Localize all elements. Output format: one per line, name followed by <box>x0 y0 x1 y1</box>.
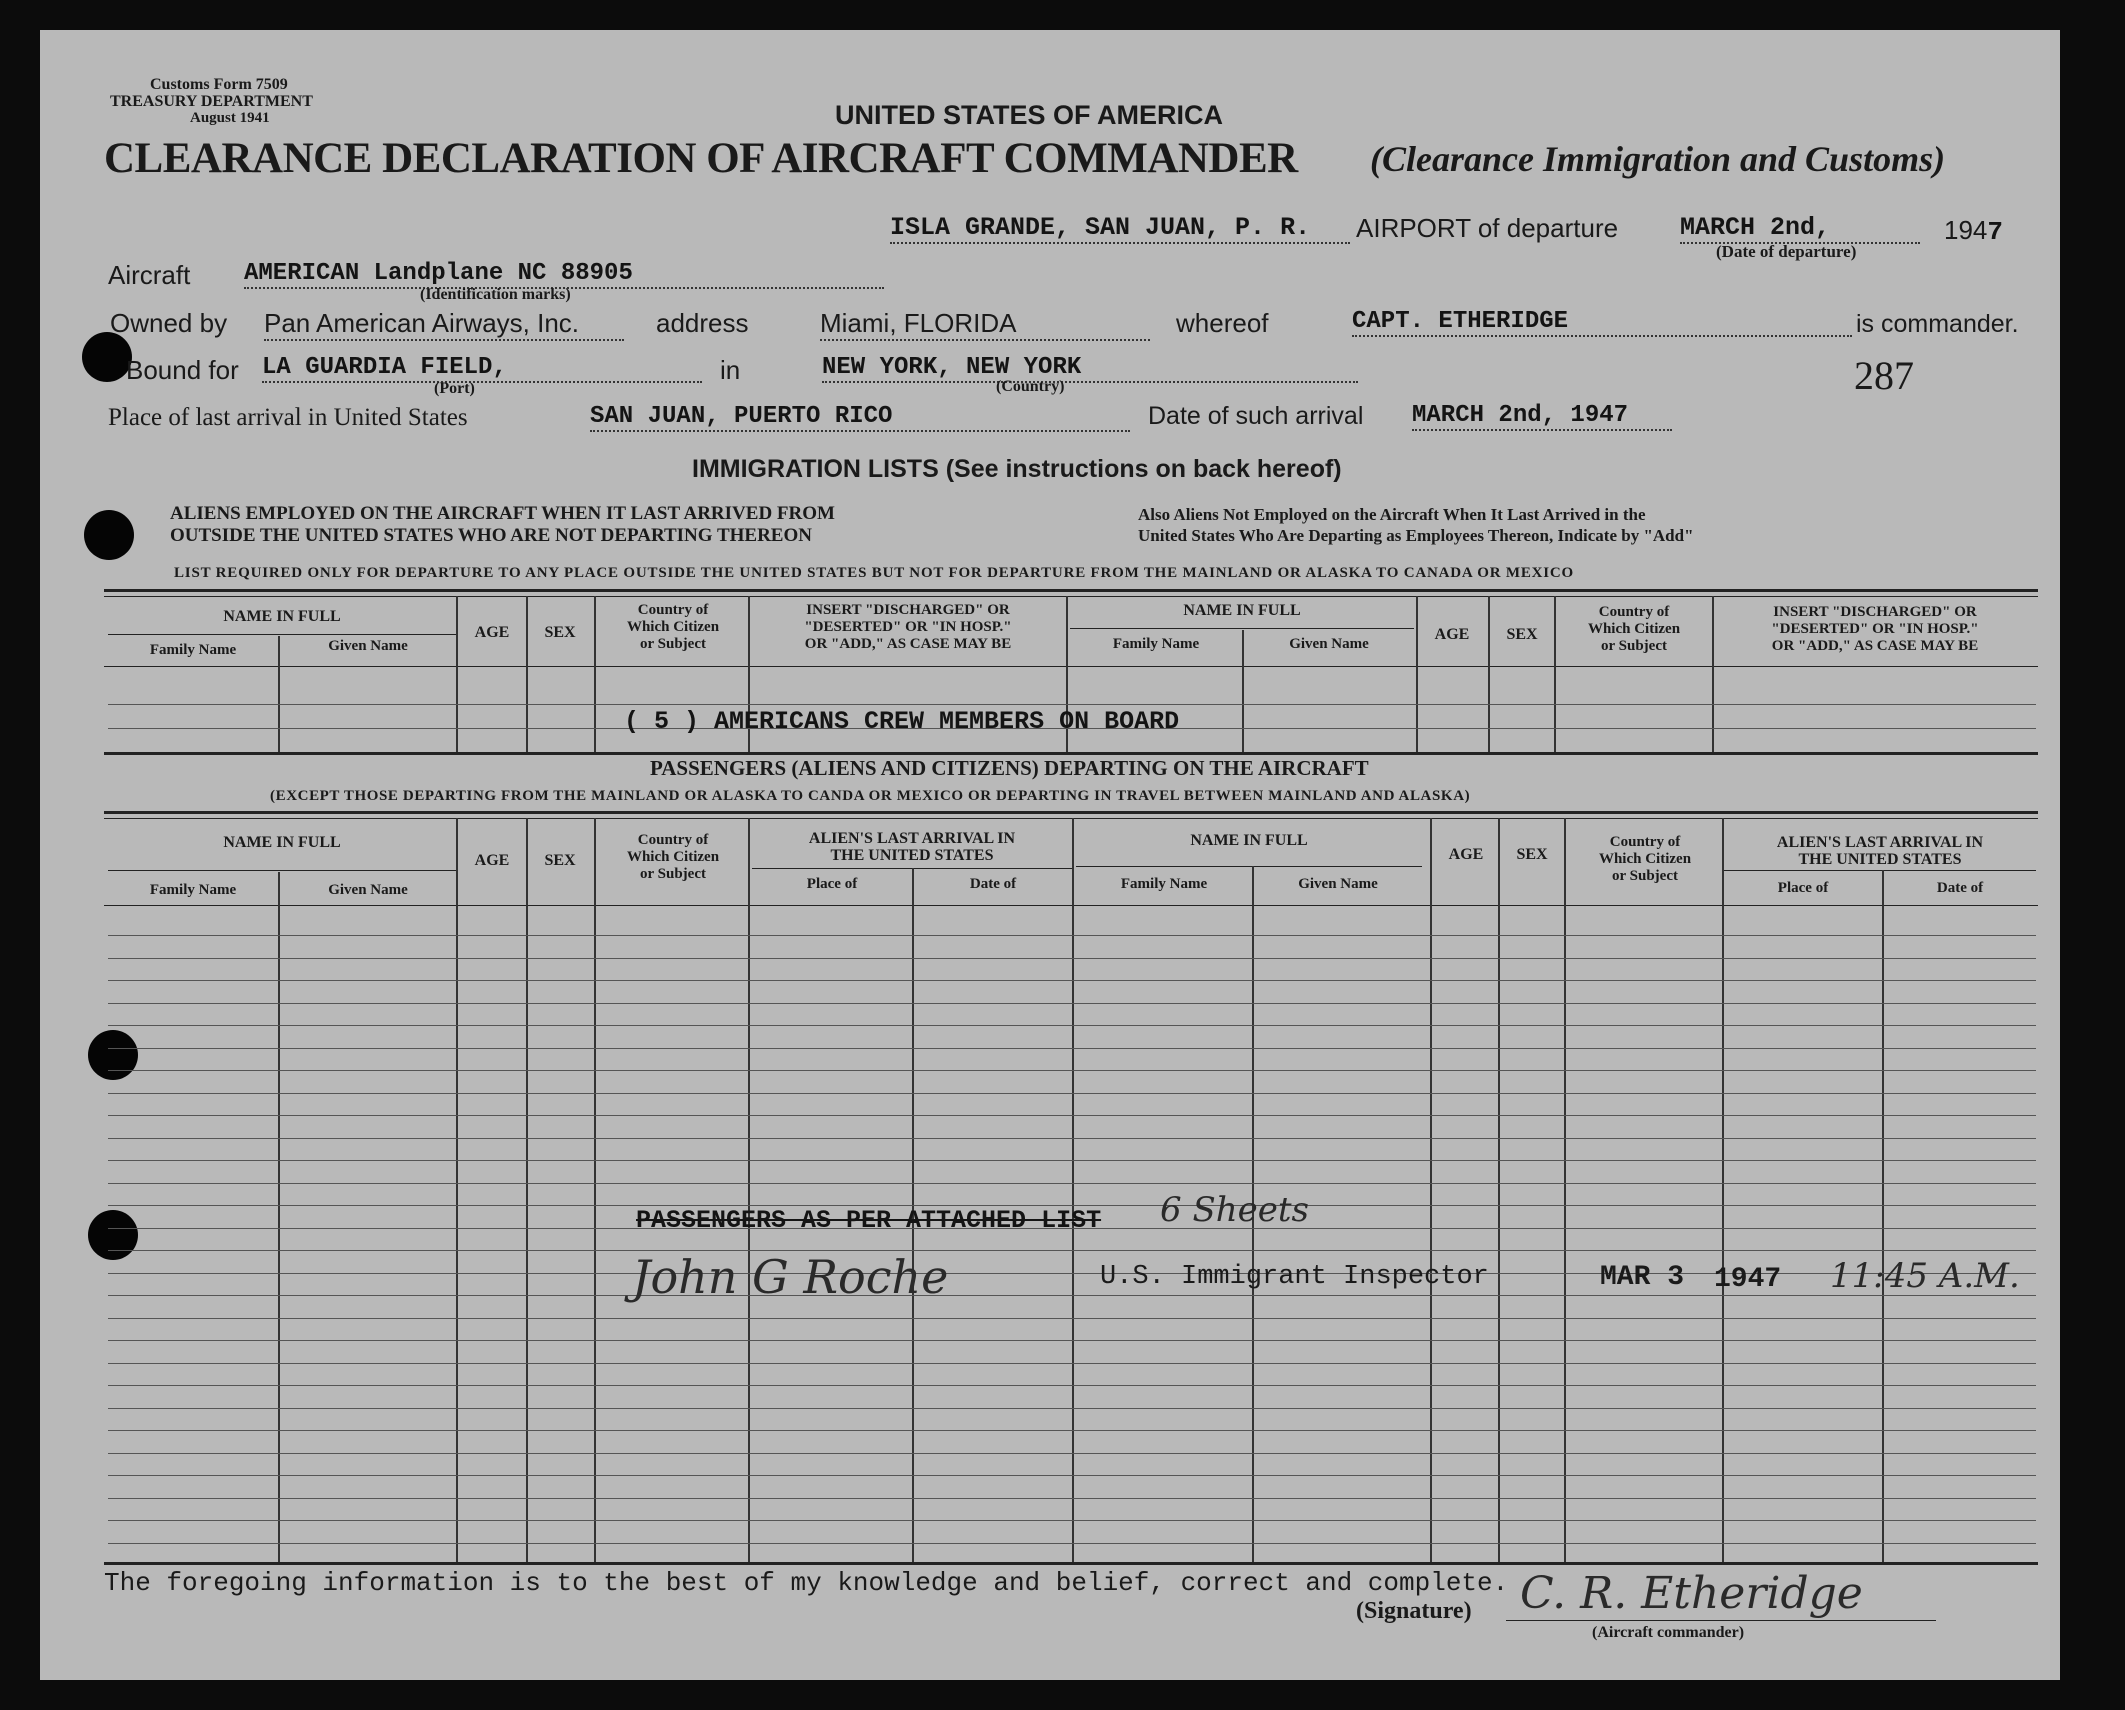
t2-country-col-right <box>1568 834 1722 885</box>
owned-by-label: Owned by <box>110 308 228 338</box>
aliens-employed-note-1: ALIENS EMPLOYED ON THE AIRCRAFT WHEN IT LAST ARRIVED FROM <box>170 503 835 524</box>
aliens-not-employed-note-1: Also Aliens Not Employed on the Aircraft When It Last Arrived in the <box>1138 505 1646 524</box>
t2-row-line <box>108 1475 2036 1476</box>
t2-row-line <box>108 1430 2036 1431</box>
t2-row-line <box>108 1340 2036 1341</box>
t2-arrival-line2-right: THE UNITED STATES <box>1798 851 1962 868</box>
t2-family-name: Family Name <box>149 882 237 898</box>
t1-country-line3-right: or Subject <box>1601 638 1667 654</box>
t2-country-line2: Which Citizen <box>626 849 720 865</box>
departure-date-caption: (Date of departure) <box>1716 242 1857 261</box>
departure-airport-value: ISLA GRANDE, SAN JUAN, P. R. <box>890 213 1350 244</box>
t2-row-line <box>108 1070 2036 1071</box>
t1-row-line <box>108 704 2036 705</box>
t1-name-in-full: NAME IN FULL <box>223 608 341 625</box>
t2-col-divider <box>456 818 458 1562</box>
immigration-heading <box>692 455 1342 484</box>
t1-country-col <box>598 602 748 653</box>
t2-row-line <box>108 1543 2036 1544</box>
t1-insert-line1: INSERT "DISCHARGED" OR <box>806 602 1010 618</box>
t2-country-line3: or Subject <box>640 866 706 882</box>
t1-insert-col-right <box>1714 604 2036 655</box>
t2-row-line <box>108 958 2036 959</box>
form-serial-number: 287 <box>1854 353 1914 398</box>
t1-country-line2-right: Which Citizen <box>1587 621 1681 637</box>
t1-family-name-right: Family Name <box>1112 636 1200 652</box>
t2-given-name-right: Given Name <box>1298 876 1378 892</box>
t2-row-line <box>108 1385 2036 1386</box>
t2-row-line <box>108 1093 2036 1094</box>
departure-year <box>1944 215 2003 247</box>
t1-header-rule <box>104 666 2038 667</box>
crew-entry: ( 5 ) AMERICANS CREW MEMBERS ON BOARD <box>624 707 1180 736</box>
t2-arrival-rule-right <box>1724 870 2036 871</box>
t1-given-name-right: Given Name <box>1289 636 1369 652</box>
t2-col-divider <box>526 818 528 1562</box>
aircraft-caption: (Identification marks) <box>420 286 571 303</box>
t1-family-name: Family Name <box>149 642 237 658</box>
stamp-year: 1947 <box>1714 1264 1782 1295</box>
t2-row-line <box>108 980 2036 981</box>
t2-row-line <box>108 935 2036 936</box>
t2-country-line1: Country of <box>637 832 709 848</box>
t1-given-name: Given Name <box>328 638 408 654</box>
address-value: Miami, FLORIDA <box>820 308 1150 341</box>
port-caption: (Port) <box>434 380 475 397</box>
whereof-label: whereof <box>1176 308 1269 338</box>
table1-top-rule <box>104 596 2038 597</box>
t2-row-line <box>108 1250 2036 1251</box>
departure-date-value: MARCH 2nd, <box>1680 213 1920 244</box>
t2-row-line <box>108 1498 2036 1499</box>
t2-col-divider <box>1430 818 1432 1562</box>
aircraft-value: AMERICAN Landplane NC 88905 <box>244 260 884 289</box>
t2-row-line <box>108 1048 2036 1049</box>
departure-airport-label: AIRPORT of departure <box>1356 213 1619 243</box>
t2-col-divider <box>1882 870 1884 1562</box>
table2-bottom-rule <box>104 1562 2038 1565</box>
t2-header-rule <box>104 905 2038 906</box>
t2-age-right: AGE <box>1448 846 1484 863</box>
t1-insert-line2-right: "DESERTED" OR "IN HOSP." <box>1771 621 1979 637</box>
t1-insert-line3-right: OR "ADD," AS CASE MAY BE <box>1771 638 1979 654</box>
t1-country-col-right <box>1556 604 1712 655</box>
signature-caption: (Aircraft commander) <box>1592 1624 1745 1641</box>
sheets-note: 6 Sheets <box>1160 1190 1309 1230</box>
last-arrival-label: Place of last arrival in United States <box>108 404 468 431</box>
last-arrival-place: SAN JUAN, PUERTO RICO <box>590 403 1130 432</box>
owner-value: Pan American Airways, Inc. <box>264 308 624 341</box>
t2-date-of-right: Date of <box>1936 880 1984 896</box>
t1-country-line2: Which Citizen <box>626 619 720 635</box>
table1-top-rule <box>104 589 2038 592</box>
inspector-title: U.S. Immigrant Inspector <box>1100 1262 1489 1292</box>
t1-insert-line2: "DESERTED" OR "IN HOSP." <box>804 619 1012 635</box>
t2-sex: SEX <box>544 852 576 869</box>
t2-row-line <box>108 1138 2036 1139</box>
t2-col-divider <box>278 872 280 1562</box>
year-suffix: 7 <box>1987 217 2003 247</box>
t1-sex-right: SEX <box>1506 626 1538 643</box>
country-heading: UNITED STATES OF AMERICA <box>835 100 1223 130</box>
commander-signature: C. R. Etheridge <box>1520 1568 1863 1619</box>
t2-name-rule-right <box>1076 866 1422 867</box>
t2-name-in-full-right: NAME IN FULL <box>1190 832 1308 849</box>
t1-name-rule-right <box>1070 628 1414 629</box>
passengers-note: (EXCEPT THOSE DEPARTING FROM THE MAINLAND OR ALASKA TO CANDA OR MEXICO OR DEPARTING IN TRAVEL BETWEEN MAINLAND AND ALASKA) <box>270 788 1471 804</box>
punch-hole <box>88 1210 138 1260</box>
t1-name-in-full-right: NAME IN FULL <box>1183 602 1301 619</box>
t1-insert-line1-right: INSERT "DISCHARGED" OR <box>1773 604 1977 620</box>
t2-row-line <box>108 1408 2036 1409</box>
t2-arrival-line1-right: ALIEN'S LAST ARRIVAL IN <box>1776 834 1984 851</box>
t2-sex-right: SEX <box>1516 846 1548 863</box>
t2-country-line2-right: Which Citizen <box>1598 851 1692 867</box>
t2-age: AGE <box>474 852 510 869</box>
stamp-time: 11:45 A.M. <box>1830 1256 2020 1296</box>
signature-line <box>1506 1620 1936 1621</box>
bound-in-label: in <box>720 355 741 385</box>
t2-row-line <box>108 1520 2036 1521</box>
t2-family-name-right: Family Name <box>1120 876 1208 892</box>
t2-given-name: Given Name <box>328 882 408 898</box>
t2-name-in-full: NAME IN FULL <box>223 834 341 851</box>
aliens-employed-note-2: OUTSIDE THE UNITED STATES WHO ARE NOT DEPARTING THEREON <box>170 525 812 546</box>
bound-for-label: Bound for <box>126 355 239 385</box>
t2-row-line <box>108 1183 2036 1184</box>
department: TREASURY DEPARTMENT <box>110 93 313 110</box>
address-label: address <box>656 308 749 338</box>
punch-hole <box>88 1030 138 1080</box>
t1-country-line1: Country of <box>637 602 709 618</box>
commander-label: is commander. <box>1856 310 2019 338</box>
t2-col-divider <box>1072 818 1074 1562</box>
t1-insert-line3: OR "ADD," AS CASE MAY BE <box>804 636 1012 652</box>
t2-country-line3-right: or Subject <box>1612 868 1678 884</box>
t2-row-line <box>108 1363 2036 1364</box>
t2-name-rule <box>108 870 456 871</box>
bound-country-value: NEW YORK, NEW YORK <box>822 354 1358 383</box>
t2-country-line1-right: Country of <box>1609 834 1681 850</box>
immigration-heading-text: IMMIGRATION LISTS <box>692 455 939 483</box>
form-number: Customs Form 7509 <box>150 76 288 93</box>
t2-col-divider <box>1498 818 1500 1562</box>
declaration-text: The foregoing information is to the best of my knowledge and belief, correct and complete. <box>104 1568 1509 1598</box>
t2-date-of: Date of <box>969 876 1017 892</box>
t2-arrival-line2: THE UNITED STATES <box>830 847 994 864</box>
t1-sex: SEX <box>544 624 576 641</box>
t2-country-col <box>598 832 748 883</box>
list-requirement: LIST REQUIRED ONLY FOR DEPARTURE TO ANY PLACE OUTSIDE THE UNITED STATES BUT NOT FOR DEPARTURE FROM THE MAINLAND OR ALASKA TO CANADA OR MEXICO <box>174 565 1575 581</box>
t2-row-line <box>108 1295 2036 1296</box>
t2-row-line <box>108 1453 2036 1454</box>
t2-col-divider <box>594 818 596 1562</box>
t2-col-divider <box>1564 818 1566 1562</box>
t1-col-divider <box>278 636 280 752</box>
immigration-heading-note: (See instructions on back hereof) <box>945 455 1342 483</box>
t1-age-right: AGE <box>1434 626 1470 643</box>
t1-country-line1-right: Country of <box>1598 604 1670 620</box>
t2-place-of: Place of <box>806 876 858 892</box>
bound-port-value: LA GUARDIA FIELD, <box>262 354 702 383</box>
arrival-date-value: MARCH 2nd, 1947 <box>1412 402 1672 431</box>
passengers-entry: PASSENGERS AS PER ATTACHED LIST <box>636 1206 1102 1235</box>
aircraft-label: Aircraft <box>108 260 191 290</box>
year-prefix: 194 <box>1944 215 1988 245</box>
t2-arrival-line1: ALIEN'S LAST ARRIVAL IN <box>808 830 1016 847</box>
t2-arrival-col-right <box>1724 834 2036 868</box>
t2-col-divider <box>748 818 750 1562</box>
inspector-signature: John G Roche <box>632 1250 949 1304</box>
t1-age: AGE <box>474 624 510 641</box>
aliens-not-employed-note-2: United States Who Are Departing as Employees Thereon, Indicate by "Add" <box>1138 526 1694 545</box>
t1-name-rule <box>108 634 456 635</box>
t2-arrival-col <box>752 830 1072 864</box>
t2-row-line <box>108 1160 2036 1161</box>
page-subtitle: (Clearance Immigration and Customs) <box>1370 139 1946 179</box>
t2-col-divider <box>1722 818 1724 1562</box>
table1-bottom-rule <box>104 752 2038 755</box>
commander-value: CAPT. ETHERIDGE <box>1352 308 1852 337</box>
table2-top-rule <box>104 811 2038 814</box>
form-date: August 1941 <box>190 110 270 126</box>
t1-col-divider <box>1242 630 1244 752</box>
punch-hole <box>82 332 132 382</box>
t1-country-line3: or Subject <box>640 636 706 652</box>
punch-hole <box>84 510 134 560</box>
passengers-heading: PASSENGERS (ALIENS AND CITIZENS) DEPARTING ON THE AIRCRAFT <box>650 756 1369 780</box>
stamp-date: MAR 3 <box>1600 1262 1685 1293</box>
t2-row-line <box>108 1318 2036 1319</box>
page-title: CLEARANCE DECLARATION OF AIRCRAFT COMMANDER <box>104 135 1298 182</box>
signature-label: (Signature) <box>1356 1598 1472 1624</box>
t1-insert-col <box>752 602 1064 653</box>
table2-top-rule <box>104 818 2038 819</box>
t2-row-line <box>108 1115 2036 1116</box>
t2-place-of-right: Place of <box>1777 880 1829 896</box>
t2-row-line <box>108 1025 2036 1026</box>
arrival-date-label: Date of such arrival <box>1148 402 1364 430</box>
country-caption: (Country) <box>996 378 1065 395</box>
t2-row-line <box>108 1003 2036 1004</box>
